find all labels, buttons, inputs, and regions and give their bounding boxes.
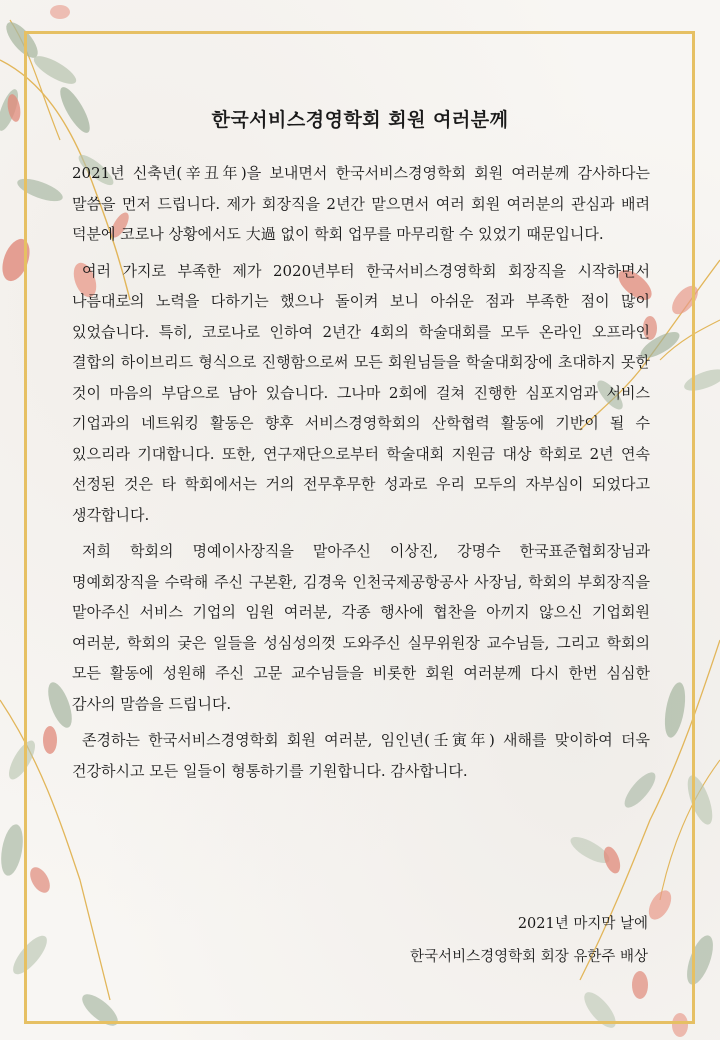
paragraph-4: 존경하는 한국서비스경영학회 회원 여러분, 임인년(壬寅年) 새해를 맞이하여 더욱 건강하시고 모든 일들이 형통하기를 기원합니다. 감사합니다. [72,731,650,780]
paragraph-3: 저희 학회의 명예이사장직을 맡아주신 이상진, 강명수 한국표준협회장님과 명예회장직을 수락해 주신 구본환, 김경욱 인천국제공항공사 사장님, 학회의 부회장직을 맡아주신 서비스 기업의 임원 여러분, 각종 행사에 협찬을 아끼지 않으신 기업회원 여러분, 학회의 궂은 일들을 성심성의껏 도와주신 실무위원장 교수님들, 그리고 학회의 모든 활동에 성원해 주신 고문 교수님들을 비롯한 회원 여러분께 다시 한번 심심한 감사의 말씀을 드립니다. [72,542,650,713]
signature-date: 2021년 마지막 날에 [517,916,648,932]
letter-body [72,158,650,792]
paragraph-2: 여러 가지로 부족한 제가 2020년부터 한국서비스경영학회 회장직을 시작하면서 나름대로의 노력을 다하기는 했으나 돌이켜 보니 아쉬운 점과 부족한 점이 많이 있었습니다. 특히, 코로나로 인하여 2년간 4회의 학술대회를 모두 온라인 오프라인 결합의 하이브리드 형식으로 진행함으로써 모든 회원님들을 학술대회장에 초대하지 못한 것이 마음의 부담으로 남아 있습니다. 그나마 2회에 걸쳐 진행한 심포지엄과 서비스 기업과의 네트워킹 활동은 향후 서비스경영학회의 산학협력 활동에 기반이 될 수 있으리라 기대합니다. 또한, 연구재단으로부터 학술대회 지원금 대상 학회로 2년 연속 선정된 것은 타 학회에서는 거의 전무후무한 성과로 우리 모두의 자부심이 되었다고 생각합니다. [72,261,650,524]
letter-title: 한국서비스경영학회 회원 여러분께 [211,109,509,131]
signature-name: 한국서비스경영학회 회장 유한주 배상 [410,949,648,965]
paragraph-1: 2021년 신축년(辛丑年)을 보내면서 한국서비스경영학회 회원 여러분께 감사하다는 말씀을 먼저 드립니다. 제가 회장직을 2년간 맡으면서 여러 회원 여러분의 관심과 배려 덕분에 코로나 상황에서도 大過 없이 학회 업무를 마무리할 수 있었기 때문입니다. [72,164,650,243]
